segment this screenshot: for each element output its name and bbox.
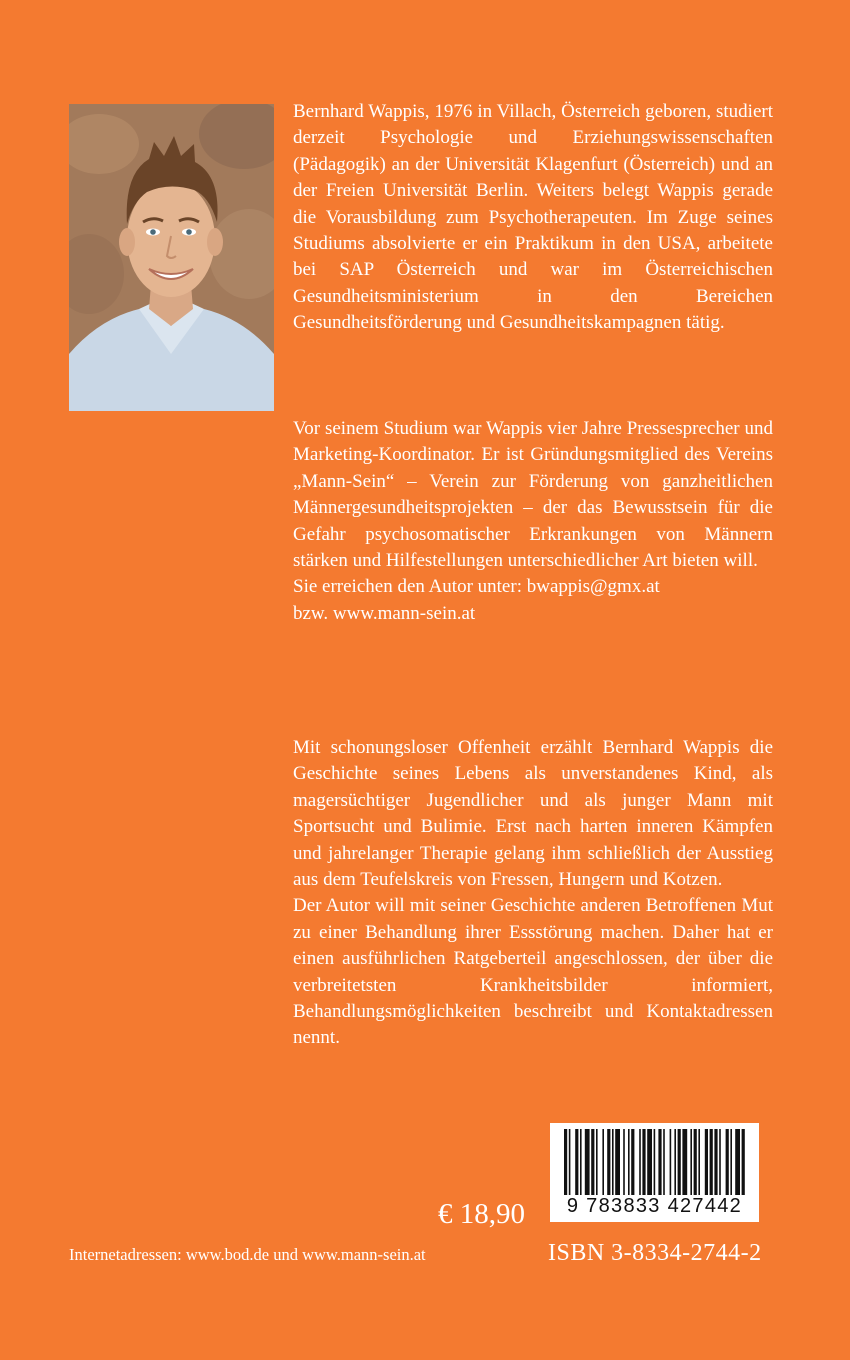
blurb-paragraph-2: Der Autor will mit seiner Geschichte anderen Betroffenen Mut zu einer Behandlung ihrer Essstörung machen. Daher hat er einen ausführlichen Ratgeberteil angeschlossen, der über die verbreitetsten Krankheitsbilder informiert, Behandlungsmöglichkeiten beschreibt und Kontaktadressen nennt. [293, 895, 773, 1049]
isbn-label: ISBN 3-8334-2744-2 [548, 1240, 762, 1266]
barcode-digits: 9 783833 427442 [566, 1195, 743, 1217]
barcode [550, 1123, 759, 1222]
footer-internet-addresses: Internetadressen: www.bod.de und www.mann-sein.at [69, 1245, 426, 1264]
author-bio [293, 99, 773, 337]
bio-paragraph-2: Vor seinem Studium war Wappis vier Jahre Pressesprecher und Marketing-Koordinator. Er ist Gründungsmitglied des Vereins „Mann-Sein“ – Verein zur Förderung von ganzheitlichen Männergesundheitsprojekten – der das Bewusstsein für die Gefahr psychosomatischer Erkrankungen von Männern stärken und Hilfestellungen unterschiedlicher Art bieten will. [293, 418, 773, 572]
author-bio-continued [293, 416, 773, 627]
contact-line: Sie erreichen den Autor unter: bwappis@gmx.at [293, 576, 660, 598]
book-blurb [293, 735, 773, 1052]
barcode-bars [550, 1123, 759, 1198]
author-photo [69, 104, 274, 411]
bio-paragraph-1: Bernhard Wappis, 1976 in Villach, Österreich geboren, studiert derzeit Psychologie und Erziehungswissenschaften (Pädagogik) an der Universität Klagenfurt (Österreich) und an der Freien Universität Berlin. Weiters belegt Wappis gerade die Vorausbildung zum Psychotherapeuten. Im Zuge seines Studiums absolvierte er ein Praktikum in den USA, arbeitete bei SAP Österreich und war im Österreichischen Gesundheitsministerium in den Bereichen Gesundheitsförderung und Gesundheitskampagnen tätig. [293, 101, 773, 334]
blurb-paragraph-1: Mit schonungsloser Offenheit erzählt Bernhard Wappis die Geschichte seines Lebens als unverstandenes Kind, als magersüchtiger Jugendlicher und als junger Mann mit Sportsucht und Bulimie. Erst nach harten inneren Kämpfen und jahrelanger Therapie gelang ihm schließlich der Ausstieg aus dem Teufelskreis von Fressen, Hungern und Kotzen. [293, 737, 773, 891]
contact-line-2: bzw. www.mann-sein.at [293, 602, 476, 624]
price-label: € 18,90 [438, 1198, 525, 1230]
